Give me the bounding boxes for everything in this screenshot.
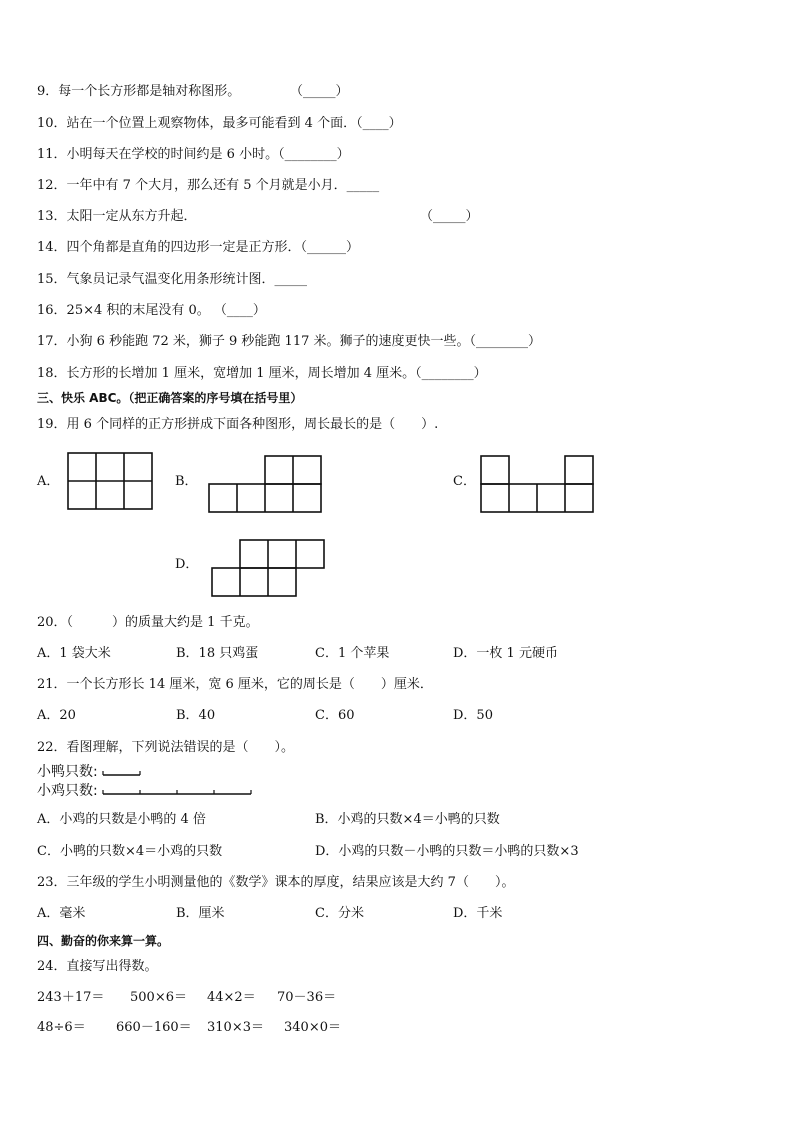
duck-count-label: 小鸭只数: [37,764,98,780]
calc-item[interactable]: 660－160＝ [116,1020,192,1035]
question-16: 16．25×4 积的末尾没有 0。 （____） [37,303,266,318]
question-14: 14．四个角都是直角的四边形一定是正方形．（______） [37,240,360,255]
calc-item[interactable]: 48÷6＝ [37,1020,86,1035]
figure-b [208,455,322,513]
question-18: 18．长方形的长增加 1 厘米，宽增加 1 厘米，周长增加 4 厘米。（________） [37,366,487,381]
chick-count-row [37,782,262,800]
question-15: 15．气象员记录气温变化用条形统计图．_____ [37,272,308,287]
question-12: 12．一年中有 7 个大月，那么还有 5 个月就是小月．_____ [37,178,380,193]
question-17: 17．小狗 6 秒能跑 72 米，狮子 9 秒能跑 117 米。狮子的速度更快一些。（________） [37,334,541,349]
question-21: 21．一个长方形长 14 厘米，宽 6 厘米，它的周长是（ ）厘米． [37,677,433,692]
question-11: 11．小明每天在学校的时间约是 6 小时。（________） [37,147,350,162]
q21-option-a[interactable]: A．20 [37,708,76,723]
figure-d [211,539,325,597]
q20-option-b[interactable]: B．18 只鸡蛋 [176,646,259,661]
question-23: 23．三年级的学生小明测量他的《数学》课本的厚度，结果应该是大约 7（ ）。 [37,875,515,890]
q23-option-a[interactable]: A．毫米 [37,906,86,921]
option-a-label[interactable]: A． [37,474,60,489]
question-20: 20．（ ）的质量大约是 1 千克。 [37,615,259,630]
figure-a [67,452,153,510]
calc-item[interactable]: 243＋17＝ [37,990,105,1005]
question-19: 19．用 6 个同样的正方形拼成下面各种图形，周长最长的是（ ）. [37,417,439,432]
question-13-answer-paren[interactable]: （_____） [420,209,479,224]
q21-option-b[interactable]: B．40 [176,708,216,723]
q22-option-c[interactable]: C．小鸭的只数×4＝小鸡的只数 [37,844,223,859]
question-13-text: 13．太阳一定从东方升起． [37,209,197,224]
section-3-heading: 三、快乐 ABC。（把正确答案的序号填在括号里） [37,391,303,405]
calc-item[interactable]: 310×3＝ [207,1020,264,1035]
question-10: 10．站在一个位置上观察物体，最多可能看到 4 个面．（____） [37,116,402,131]
duck-count-row [37,763,162,781]
question-9 [37,84,349,100]
question-9-text: 9．每一个长方形都是轴对称图形。 [37,84,241,99]
q23-option-b[interactable]: B．厘米 [176,906,225,921]
q23-option-c[interactable]: C．分米 [315,906,364,921]
question-24: 24．直接写出得数。 [37,959,158,974]
option-d-label[interactable]: D． [175,557,199,572]
q20-option-c[interactable]: C．1 个苹果 [315,646,390,661]
q20-option-d[interactable]: D．一枚 1 元硬币 [453,646,558,661]
q20-option-a[interactable]: A．1 袋大米 [37,646,111,661]
section-4-heading: 四、勤奋的你来算一算。 [37,934,170,948]
duck-count-bar [102,766,162,778]
q23-option-d[interactable]: D．千米 [453,906,503,921]
q22-option-b[interactable]: B．小鸡的只数×4＝小鸭的只数 [315,812,500,827]
calc-item[interactable]: 500×6＝ [130,990,187,1005]
chick-count-bar [102,785,262,797]
q22-option-d[interactable]: D．小鸡的只数－小鸭的只数＝小鸭的只数×3 [315,844,579,859]
question-9-answer-paren[interactable]: （_____） [290,84,349,99]
calc-item[interactable]: 340×0＝ [284,1020,341,1035]
q22-option-a[interactable]: A．小鸡的只数是小鸭的 4 倍 [37,812,206,827]
q21-option-c[interactable]: C．60 [315,708,355,723]
option-c-label[interactable]: C． [453,474,476,489]
q21-option-d[interactable]: D．50 [453,708,493,723]
calc-item[interactable]: 44×2＝ [207,990,256,1005]
figure-c [480,455,594,513]
question-13 [37,209,479,225]
option-b-label[interactable]: B． [175,474,198,489]
calc-item[interactable]: 70－36＝ [277,990,337,1005]
question-22: 22．看图理解，下列说法错误的是（ ）。 [37,740,295,755]
chick-count-label: 小鸡只数: [37,783,98,799]
